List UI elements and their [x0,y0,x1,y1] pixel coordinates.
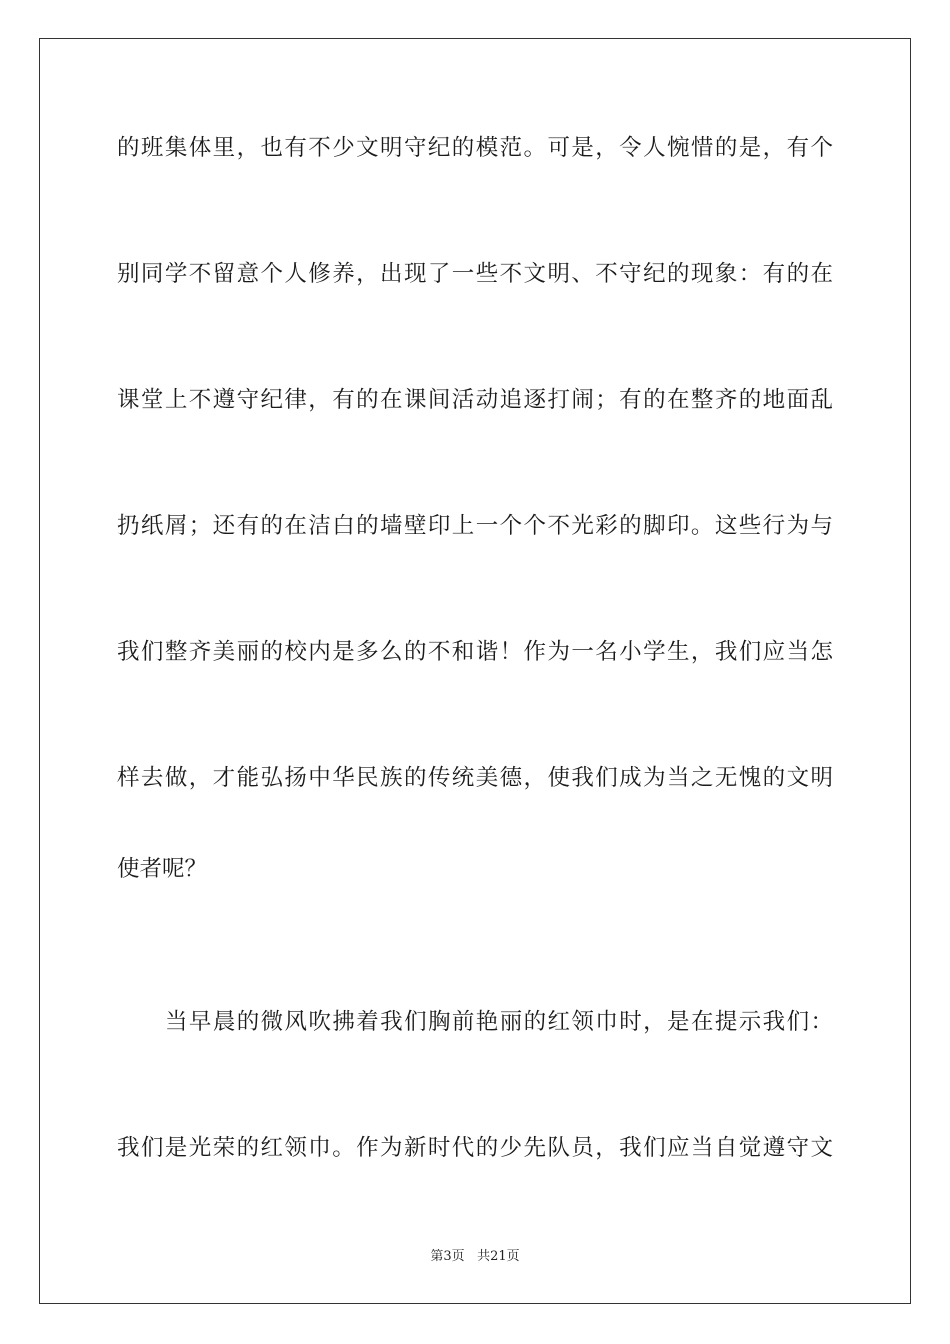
page-border [39,38,911,1304]
paragraph-first-line: 当早晨的微风吹拂着我们胸前艳丽的红领巾时，是在提示我们： [165,1009,833,1035]
text-line: 扔纸屑；还有的在洁白的墙壁印上一个个不光彩的脚印。这些行为与 [117,513,833,539]
page-total: 共21页 [477,1249,520,1264]
page-footer [0,1247,950,1267]
page-number: 第3页 [430,1249,465,1264]
text-line: 使者呢？ [117,856,208,882]
text-line: 别同学不留意个人修养，出现了一些不文明、不守纪的现象：有的在 [117,261,833,287]
text-line: 样去做，才能弘扬中华民族的传统美德，使我们成为当之无愧的文明 [117,765,833,791]
text-line: 我们是光荣的红领巾。作为新时代的少先队员，我们应当自觉遵守文 [117,1135,833,1161]
text-line: 课堂上不遵守纪律，有的在课间活动追逐打闹；有的在整齐的地面乱 [117,387,833,413]
text-line: 的班集体里，也有不少文明守纪的模范。可是，令人惋惜的是，有个 [117,135,833,161]
text-line: 我们整齐美丽的校内是多么的不和谐！作为一名小学生，我们应当怎 [117,639,833,665]
